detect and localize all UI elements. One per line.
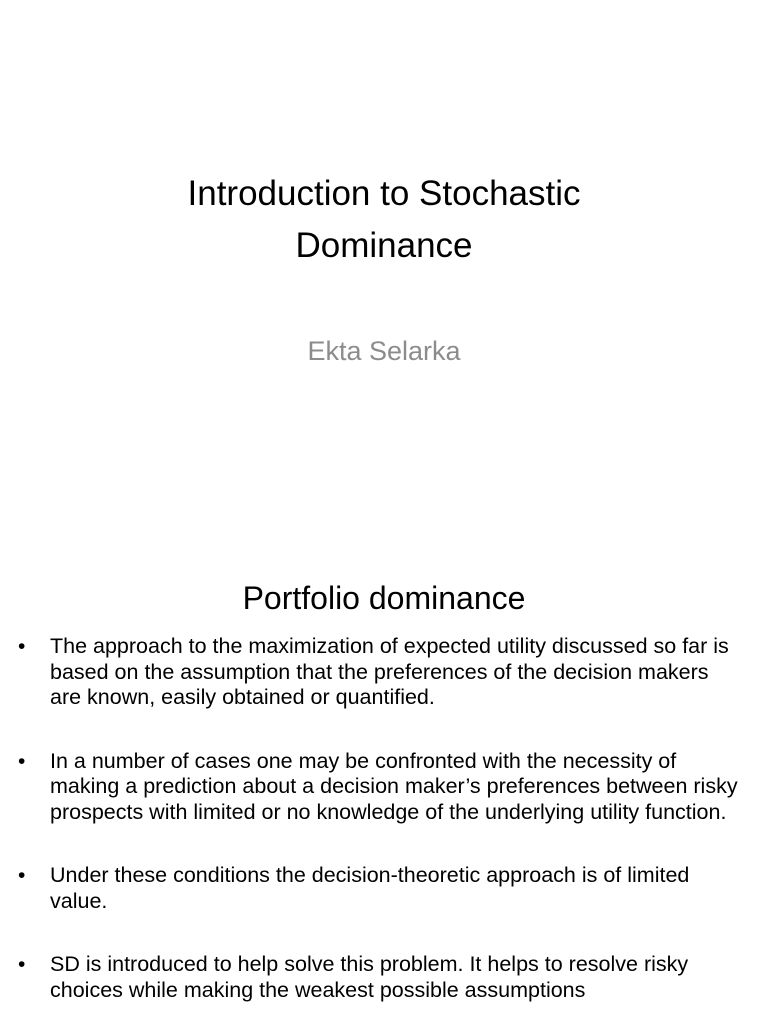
bullet-icon: • [18,864,26,887]
presentation-title-line-1: Introduction to Stochastic [187,174,581,213]
presentation-title-line-2: Dominance [295,226,473,265]
bullet-icon: • [18,749,26,773]
bullet-text: In a number of cases one may be confronted with the necessity of making a prediction about a decision maker’s preferences between risky prospects with limited or no knowledge of the underlying utility function. [50,748,738,824]
presentation-title [0,168,768,272]
content-slide [0,560,768,1024]
bullet-item [0,749,768,826]
bullet-item [0,952,768,1003]
bullet-item [0,863,768,914]
slide-title: Portfolio dominance [242,580,526,616]
bullet-text: The approach to the maximization of expected utility discussed so far is based on the assumption that the preferences of the decision makers are known, easily obtained or quantified. [50,634,729,709]
bullet-item [0,634,768,711]
bullet-text: Under these conditions the decision-theoretic approach is of limited value. [50,863,690,913]
bullet-icon: • [18,635,26,658]
bullet-list [0,634,768,1024]
author-name: Ekta Selarka [307,336,461,366]
bullet-text: SD is introduced to help solve this problem. It helps to resolve risky choices while making the weakest possible assumptions [50,952,689,1002]
bullet-icon: • [18,953,26,976]
